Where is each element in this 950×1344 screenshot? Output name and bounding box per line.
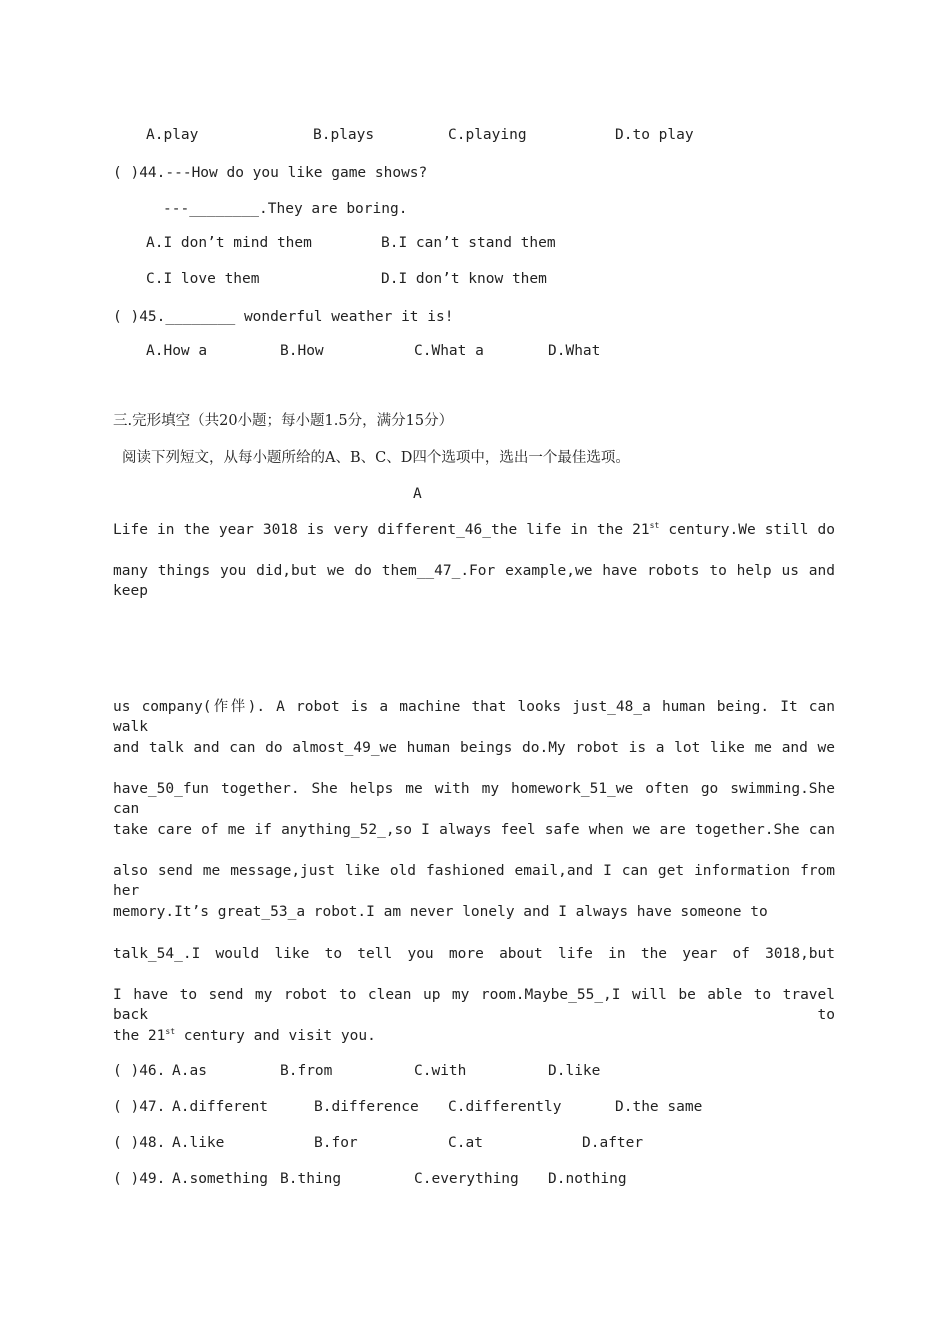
q45-option-a: A.How a [146, 343, 208, 359]
q44-stem: ( )44.---How do you like game shows? [113, 165, 428, 181]
q49-option-c: C.everything [414, 1171, 519, 1187]
passage-line-11-text-end: century and visit you. [175, 1028, 376, 1044]
passage-line-11-text: the 21 [113, 1028, 166, 1044]
passage-line-1 [113, 520, 835, 540]
q46-option-b: B.from [280, 1063, 333, 1079]
q48-option-d: D.after [582, 1135, 644, 1151]
q46-stem: ( )46. [113, 1063, 166, 1079]
q47-option-d: D.the same [615, 1099, 703, 1115]
q48-option-a: A.like [172, 1135, 225, 1151]
q43-option-d: D.to play [615, 127, 694, 143]
q47-option-a: A.different [172, 1099, 269, 1115]
q47-stem: ( )47. [113, 1099, 166, 1115]
q44-option-b: B.I can’t stand them [381, 235, 556, 251]
q45-option-b: B.How [280, 343, 324, 359]
section-heading: 三.完形填空（共20小题；每小题1.5分，满分15分） [113, 413, 454, 429]
q46-option-c: C.with [414, 1063, 467, 1079]
passage-line-6: take care of me if anything_52_,so I always feel safe when we are together.She can [113, 822, 835, 838]
passage-line-11 [113, 1026, 376, 1046]
q49-option-b: B.thing [280, 1171, 342, 1187]
superscript-st-2: st [165, 1027, 176, 1036]
passage-line-2: many things you did,but we do them__47_.For example,we have robots to help us and keep [113, 563, 835, 599]
q44-option-a: A.I don’t mind them [146, 235, 312, 251]
section-instruction: 阅读下列短文，从每小题所给的A、B、C、D四个选项中，选出一个最佳选项。 [122, 450, 630, 466]
q44-answer-line: ---________.They are boring. [163, 201, 408, 217]
q47-option-c: C.differently [448, 1099, 562, 1115]
passage-line-3: us company(作伴). A robot is a machine that looks just_48_a human being. It can walk [113, 699, 835, 735]
q45-option-c: C.What a [414, 343, 484, 359]
q43-option-b: B.plays [313, 127, 375, 143]
passage-line-9: talk_54_.I would like to tell you more about life in the year of 3018,but [113, 946, 835, 962]
superscript-st: st [649, 521, 660, 530]
q49-option-a: A.something [172, 1171, 269, 1187]
q45-stem: ( )45.________ wonderful weather it is! [113, 309, 454, 325]
passage-label: A [413, 486, 422, 502]
q43-option-c: C.playing [448, 127, 527, 143]
q48-stem: ( )48. [113, 1135, 166, 1151]
q44-option-c: C.I love them [146, 271, 260, 287]
passage-line-8: memory.It’s great_53_a robot.I am never lonely and I always have someone to [113, 904, 768, 920]
passage-line-10: I have to send my robot to clean up my room.Maybe_55_,I will be able to travel back to [113, 987, 835, 1023]
q48-option-b: B.for [314, 1135, 358, 1151]
passage-line-4: and talk and can do almost_49_we human beings do.My robot is a lot like me and we [113, 740, 835, 756]
q45-option-d: D.What [548, 343, 601, 359]
passage-line-7: also send me message,just like old fashioned email,and I can get information from her [113, 863, 835, 899]
q49-stem: ( )49. [113, 1171, 166, 1187]
q49-option-d: D.nothing [548, 1171, 627, 1187]
q43-option-a: A.play [146, 127, 199, 143]
passage-line-1-text-end: century.We still do [659, 522, 835, 538]
q47-option-b: B.difference [314, 1099, 419, 1115]
q44-option-d: D.I don’t know them [381, 271, 547, 287]
passage-line-1-text: Life in the year 3018 is very different_46_the life in the 21 [113, 522, 650, 538]
q46-option-a: A.as [172, 1063, 207, 1079]
q46-option-d: D.like [548, 1063, 601, 1079]
q48-option-c: C.at [448, 1135, 483, 1151]
passage-line-5: have_50_fun together. She helps me with my homework_51_we often go swimming.She can [113, 781, 835, 817]
